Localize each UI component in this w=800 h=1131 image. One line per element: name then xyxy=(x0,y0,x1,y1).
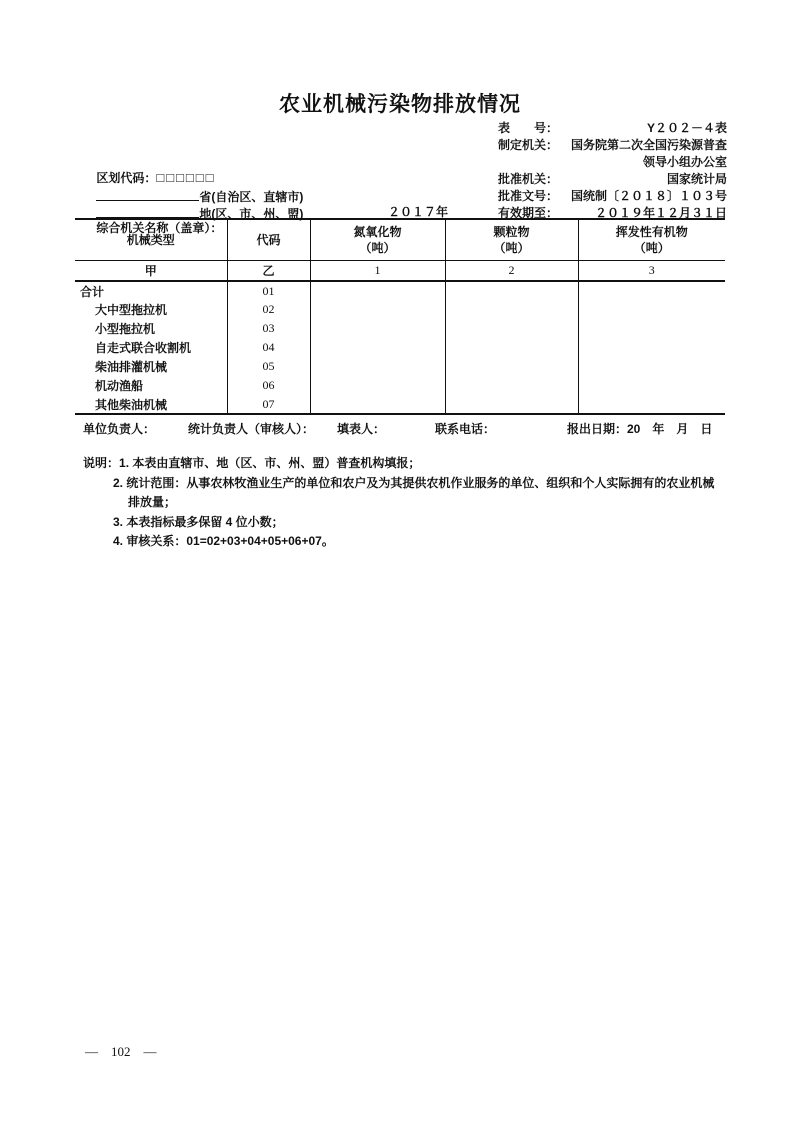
page-number xyxy=(85,1044,157,1060)
value-cell-pm xyxy=(445,395,578,414)
form-number-value: Y２０２－４表 xyxy=(646,121,727,135)
key-col3: 1 xyxy=(310,260,445,281)
note-line-3: 3. 本表指标最多保留 4 位小数； xyxy=(113,514,284,529)
division-code-boxes: □□□□□□ xyxy=(156,170,216,185)
note-line-2-cont: 排放量； xyxy=(128,495,177,509)
col-header-nox: 氮氧化物 （吨） xyxy=(310,219,445,260)
col-header-machine-type: 机械类型 xyxy=(75,219,227,260)
form-number-label: 表 号： xyxy=(498,121,559,135)
value-cell-voc xyxy=(578,338,725,357)
value-cell-nox xyxy=(310,319,445,338)
prefecture-label: 地(区、市、州、盟) xyxy=(199,207,304,221)
key-col1: 甲 xyxy=(75,260,227,281)
page-title: 农业机械污染物排放情况 xyxy=(279,92,521,116)
division-code-label: 区划代码： xyxy=(96,171,157,185)
value-cell-nox xyxy=(310,376,445,395)
value-cell-pm xyxy=(445,319,578,338)
form-number-row xyxy=(498,120,727,137)
value-cell-voc xyxy=(578,319,725,338)
notes-label: 说明： xyxy=(83,456,120,470)
value-cell-voc xyxy=(578,395,725,414)
unit-head-label: 单位负责人： xyxy=(83,422,156,436)
table-row xyxy=(75,357,725,376)
row-code: 07 xyxy=(227,395,310,414)
table-row xyxy=(75,300,725,319)
row-label: 机动渔船 xyxy=(95,379,144,393)
issuing-agency-label: 制定机关： xyxy=(498,138,559,152)
preparer-label: 填表人： xyxy=(337,422,386,436)
province-label: 省(自治区、直辖市) xyxy=(199,190,304,204)
value-cell-voc xyxy=(578,376,725,395)
org-name-label: 综合机关名称（盖章）： xyxy=(96,221,223,235)
prefecture-line xyxy=(83,189,304,221)
table-row-total xyxy=(75,281,725,300)
row-code: 05 xyxy=(227,357,310,376)
table-row xyxy=(75,338,725,357)
value-cell-nox xyxy=(310,338,445,357)
table-key-row xyxy=(75,260,725,281)
value-cell-nox xyxy=(310,357,445,376)
value-cell-voc xyxy=(578,281,725,300)
col-header-voc: 挥发性有机物 （吨） xyxy=(578,219,725,260)
key-col2: 乙 xyxy=(227,260,310,281)
validity-label: 有效期至： xyxy=(498,206,559,220)
value-cell-voc xyxy=(578,357,725,376)
notes-block xyxy=(83,454,714,552)
form-meta-block xyxy=(498,120,727,222)
page-number-dash-left: — xyxy=(85,1044,98,1059)
page-number-value: 102 xyxy=(111,1044,131,1059)
row-code: 06 xyxy=(227,376,310,395)
issuing-agency-row xyxy=(498,137,727,154)
province-line xyxy=(83,172,304,204)
value-cell-pm xyxy=(445,376,578,395)
page-number-dash-right: — xyxy=(143,1044,157,1059)
value-cell-pm xyxy=(445,357,578,376)
approval-doc-value: 国统制〔２０１８〕１０３号 xyxy=(570,189,727,203)
approval-agency-label: 批准机关： xyxy=(498,172,559,186)
row-code: 03 xyxy=(227,319,310,338)
value-cell-pm xyxy=(445,281,578,300)
report-date-label: 报出日期：20 年 月 日 xyxy=(567,422,713,436)
table-row xyxy=(75,395,725,414)
value-cell-nox xyxy=(310,281,445,300)
value-cell-pm xyxy=(445,338,578,357)
row-label: 柴油排灌机械 xyxy=(95,360,168,374)
key-col4: 2 xyxy=(445,260,578,281)
note-line-4: 4. 审核关系：01=02+03+04+05+06+07。 xyxy=(113,534,334,548)
issuing-agency-value2: 领导小组办公室 xyxy=(642,155,727,169)
approval-agency-value: 国家统计局 xyxy=(666,172,727,186)
stats-head-label: 统计负责人（审核人）： xyxy=(188,422,315,436)
approval-agency-row xyxy=(498,171,727,188)
table-header-row xyxy=(75,219,725,260)
validity-value: ２０１９年１２月３１日 xyxy=(594,206,727,220)
emissions-table xyxy=(75,218,725,415)
approval-doc-label: 批准文号： xyxy=(498,189,559,203)
row-label: 小型拖拉机 xyxy=(95,322,156,336)
issuing-agency-row2 xyxy=(498,154,727,171)
note-line-1: 说明： 1. 本表由直辖市、地（区、市、州、盟）普查机构填报； xyxy=(83,454,714,474)
issuing-agency-value: 国务院第二次全国污染源普查 xyxy=(570,138,727,152)
col-header-pm: 颗粒物 （吨） xyxy=(445,219,578,260)
phone-label: 联系电话： xyxy=(435,422,496,436)
value-cell-pm xyxy=(445,300,578,319)
value-cell-nox xyxy=(310,300,445,319)
row-label: 自走式联合收割机 xyxy=(95,341,192,355)
row-label: 大中型拖拉机 xyxy=(95,303,168,317)
value-cell-voc xyxy=(578,300,725,319)
row-code: 01 xyxy=(227,281,310,300)
table-row xyxy=(75,319,725,338)
table-row xyxy=(75,376,725,395)
row-code: 02 xyxy=(227,300,310,319)
division-code-line xyxy=(83,154,216,185)
approval-doc-row xyxy=(498,188,727,205)
report-year: ２０１７年 xyxy=(388,205,449,219)
row-label: 合计 xyxy=(80,284,105,299)
row-label: 其他柴油机械 xyxy=(95,397,168,412)
value-cell-nox xyxy=(310,395,445,414)
row-code: 04 xyxy=(227,338,310,357)
key-col5: 3 xyxy=(578,260,725,281)
note-line-2: 2. 统计范围：从事农林牧渔业生产的单位和农户及为其提供农机作业服务的单位、组织和个人实际拥有的农业机械 xyxy=(113,475,715,490)
col-header-code: 代码 xyxy=(227,219,310,260)
